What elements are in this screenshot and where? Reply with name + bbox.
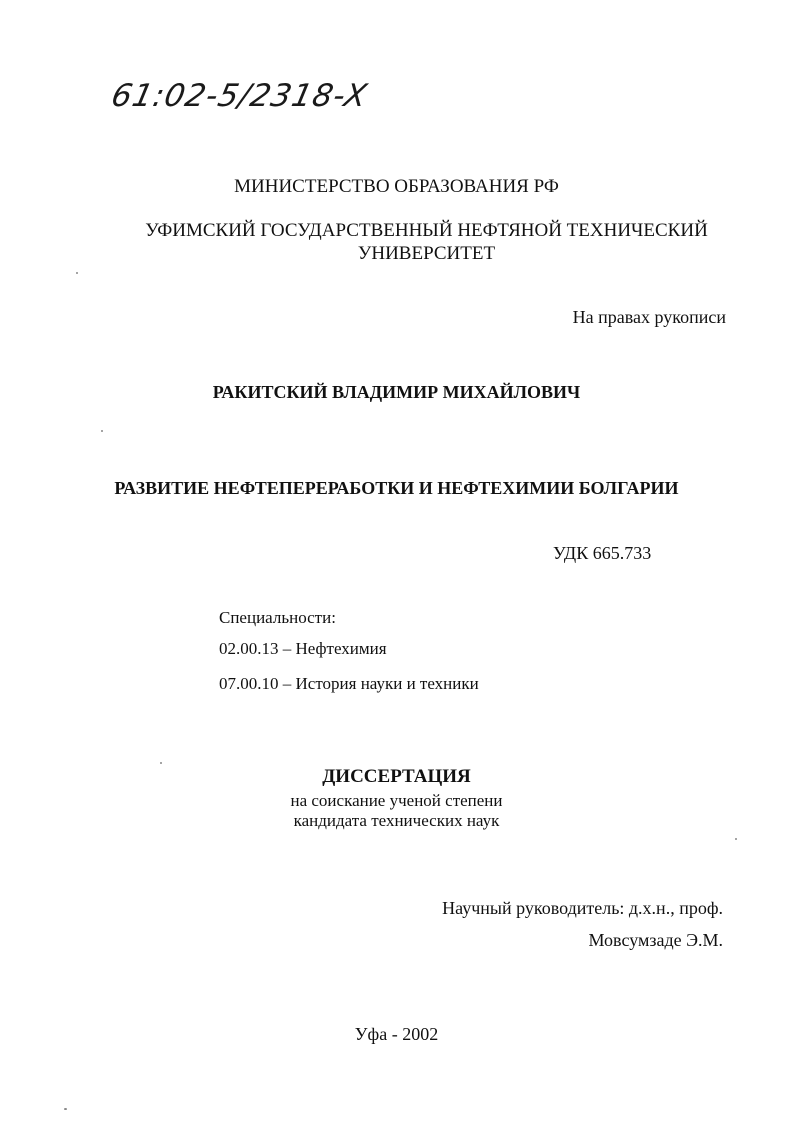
- university-heading: УФИМСКИЙ ГОСУДАРСТВЕННЫЙ НЕФТЯНОЙ ТЕХНИЧЕСКИЙ УНИВЕРСИТЕТ: [145, 220, 708, 264]
- author-name: РАКИТСКИЙ ВЛАДИМИР МИХАЙЛОВИЧ: [212, 382, 581, 402]
- scan-speck: [76, 272, 78, 274]
- specialties-heading: Специальности:: [219, 608, 336, 627]
- scan-speck: [64, 1108, 67, 1110]
- dissertation-degree-line: на соискание ученой степени: [290, 791, 503, 810]
- advisor-title: Научный руководитель: д.х.н., проф.: [442, 898, 723, 918]
- dissertation-label: ДИССЕРТАЦИЯ: [322, 766, 471, 787]
- ministry-heading: МИНИСТЕРСТВО ОБРАЗОВАНИЯ РФ: [234, 176, 559, 197]
- specialty-item: 07.00.10 – История науки и техники: [219, 674, 479, 693]
- city-year: Уфа - 2002: [354, 1024, 439, 1044]
- handwritten-archive-number: 61:02-5/2318-X: [108, 78, 371, 114]
- udk-code: УДК 665.733: [553, 543, 652, 563]
- dissertation-degree-line: кандидата технических наук: [293, 811, 500, 830]
- rights-note: На правах рукописи: [572, 307, 726, 327]
- scan-speck: [160, 762, 162, 764]
- specialty-item: 02.00.13 – Нефтехимия: [219, 639, 387, 658]
- dissertation-title: РАЗВИТИЕ НЕФТЕПЕРЕРАБОТКИ И НЕФТЕХИМИИ БОЛГАРИИ: [114, 478, 679, 498]
- scan-speck: [101, 430, 103, 432]
- scan-speck: [735, 838, 737, 840]
- advisor-name: Мовсумзаде Э.М.: [588, 930, 723, 950]
